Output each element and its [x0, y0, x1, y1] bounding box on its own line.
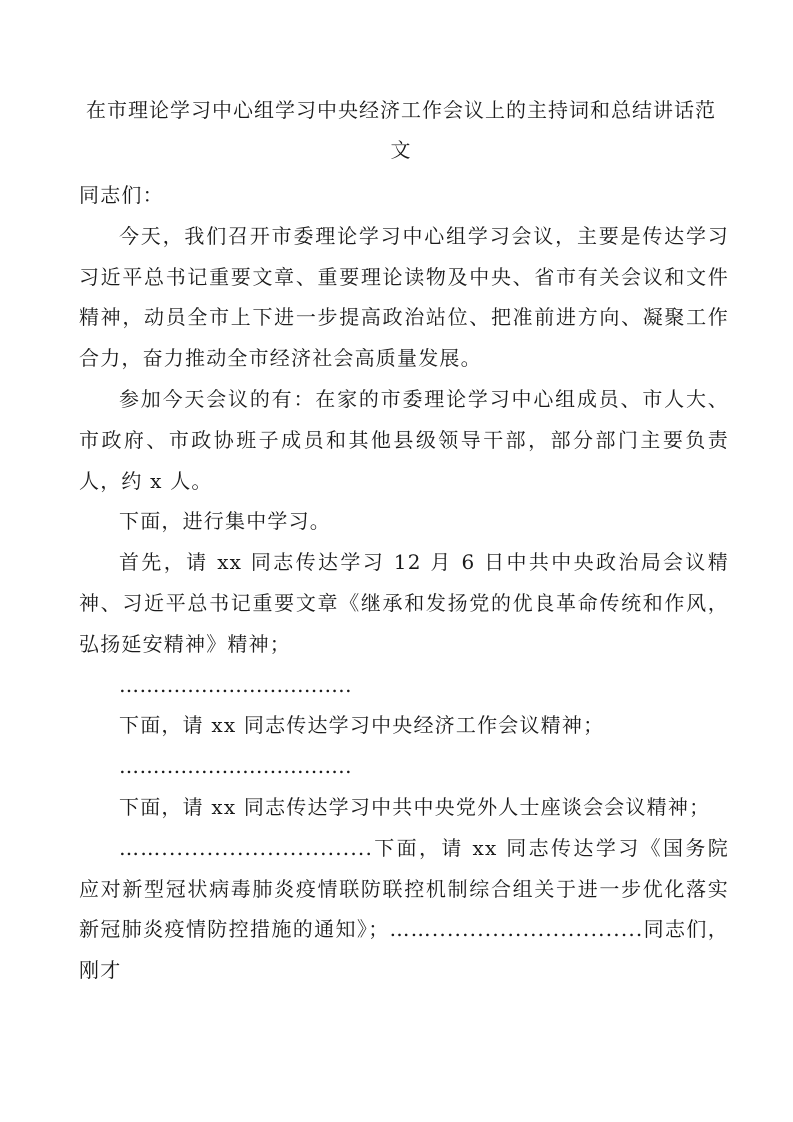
paragraph-first-item: 首先，请 xx 同志传达学习 12 月 6 日中共中央政治局会议精神、习近平总书记重要文章《继承和发扬党的优良革命传统和作风，弘扬延安精神》精神； — [79, 550, 729, 656]
paragraph-study-start: 下面，进行集中学习。 — [119, 509, 331, 534]
paragraph-opening: 今天，我们召开市委理论学习中心组学习会议，主要是传达学习习近平总书记重要文章、重要理论读物及中央、省市有关会议和文件精神，动员全市上下进一步提高政治站位、把准前进方向、凝聚工作合力，奋力推动全市经济社会高质量发展。 — [79, 223, 729, 371]
document-title: 在市理论学习中心组学习中央经济工作会议上的主持词和总结讲话范文 — [86, 98, 716, 162]
paragraph-nonparty-meeting: 下面，请 xx 同志传达学习中共中央党外人士座谈会会议精神； — [119, 794, 711, 819]
document-body — [79, 175, 729, 991]
paragraph-attendees: 参加今天会议的有：在家的市委理论学习中心组成员、市人大、市政府、市政协班子成员和其他县级领导干部，部分部门主要负责人，约 x 人。 — [79, 386, 729, 493]
ellipsis-line-1: ……............................ — [119, 672, 353, 697]
paragraph-economic-conference: 下面，请 xx 同志传达学习中央经济工作会议精神； — [119, 713, 605, 738]
salutation: 同志们： — [79, 183, 164, 207]
ellipsis-line-2: ……............................ — [119, 754, 353, 779]
paragraph-epidemic-notice: ……............................下面，请 xx 同志传达学习《国务院应对新型冠状病毒肺炎疫情联防联控机制综合组关于进一步优化落实新冠肺炎疫情防控措施的通知》；……............................同志们，刚才 — [79, 835, 729, 983]
